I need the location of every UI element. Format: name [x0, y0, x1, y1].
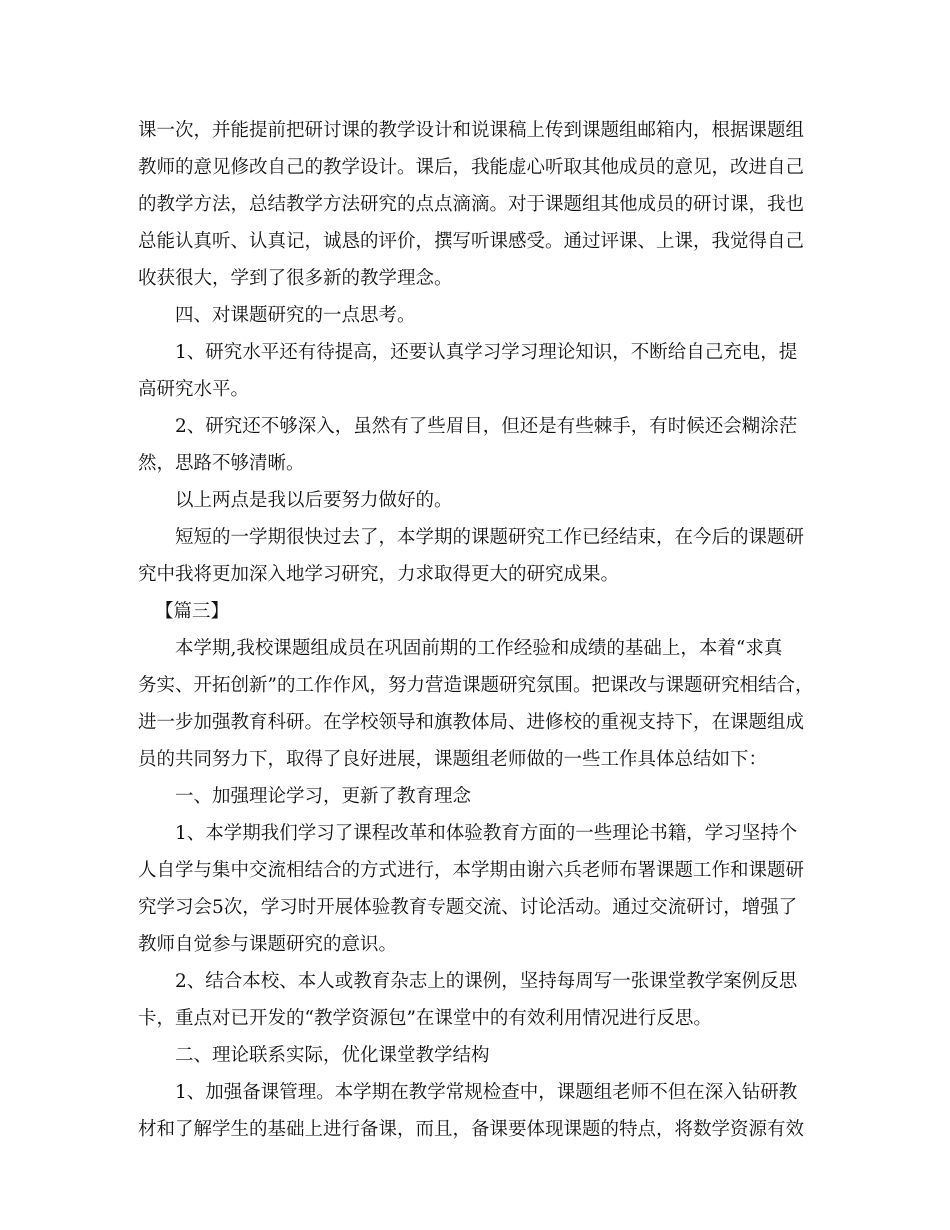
section-heading: 二、理论联系实际，优化课堂教学结构 [175, 1045, 490, 1066]
text-line: 究学习会5次，学习时开展体验教育专题交流、讨论活动。通过交流研讨，增强了 [138, 897, 798, 918]
text-line: 高研究水平。 [138, 379, 250, 400]
text-line: 短短的一学期很快过去了，本学期的课题研究工作已经结束，在今后的课题研 [175, 527, 805, 548]
text-line: 卡，重点对已开发的“教学资源包”在课堂中的有效利用情况进行反思。 [138, 1008, 712, 1029]
text-line: 然，思路不够清晰。 [138, 453, 305, 474]
text-line: 究中我将更加深入地学习研究，力求取得更大的研究成果。 [138, 564, 620, 585]
text-line: 本学期,我校课题组成员在巩固前期的工作经验和成绩的基础上，本着“求真 [175, 638, 783, 659]
text-line: 总能认真听、认真记，诚恳的评价，撰写听课感受。通过评课、上课，我觉得自己 [138, 231, 805, 252]
text-line: 2、结合本校、本人或教育杂志上的课例，坚持每周写一张课堂教学案例反思 [175, 971, 798, 992]
text-line: 进一步加强教育科研。在学校领导和旗教体局、进修校的重视支持下，在课题组成 [138, 712, 805, 733]
text-line: 以上两点是我以后要努力做好的。 [175, 490, 453, 511]
text-line: 人自学与集中交流相结合的方式进行，本学期由谢六兵老师布署课题工作和课题研 [138, 860, 805, 881]
chapter-heading: 【篇三】 [155, 601, 230, 622]
text-line: 2、研究还不够深入，虽然有了些眉目，但还是有些棘手，有时候还会糊涂茫 [175, 416, 798, 437]
text-line: 员的共同努力下，取得了良好进展，课题组老师做的一些工作具体总结如下： [138, 749, 768, 770]
text-line: 教师的意见修改自己的教学设计。课后，我能虚心听取其他成员的意见，改进自己 [138, 157, 805, 178]
text-line: 1、加强备课管理。本学期在教学常规检查中，课题组老师不但在深入钻研教 [175, 1082, 798, 1103]
text-line: 1、本学期我们学习了课程改革和体验教育方面的一些理论书籍，学习坚持个 [175, 823, 798, 844]
text-line: 的教学方法，总结教学方法研究的点点滴滴。对于课题组其他成员的研讨课，我也 [138, 194, 805, 215]
section-heading: 一、加强理论学习，更新了教育理念 [175, 786, 472, 807]
text-line: 课一次，并能提前把研讨课的教学设计和说课稿上传到课题组邮箱内，根据课题组 [138, 120, 805, 141]
section-heading: 四、对课题研究的一点思考。 [175, 305, 416, 326]
text-line: 务实、开拓创新”的工作作风，努力营造课题研究氛围。把课改与课题研究相结合， [138, 675, 814, 696]
text-line: 材和了解学生的基础上进行备课，而且，备课要体现课题的特点，将数学资源有效 [138, 1119, 805, 1140]
text-line: 收获很大，学到了很多新的教学理念。 [138, 268, 453, 289]
text-line: 教师自觉参与课题研究的意识。 [138, 934, 398, 955]
text-line: 1、研究水平还有待提高，还要认真学习学习理论知识，不断给自己充电，提 [175, 342, 798, 363]
